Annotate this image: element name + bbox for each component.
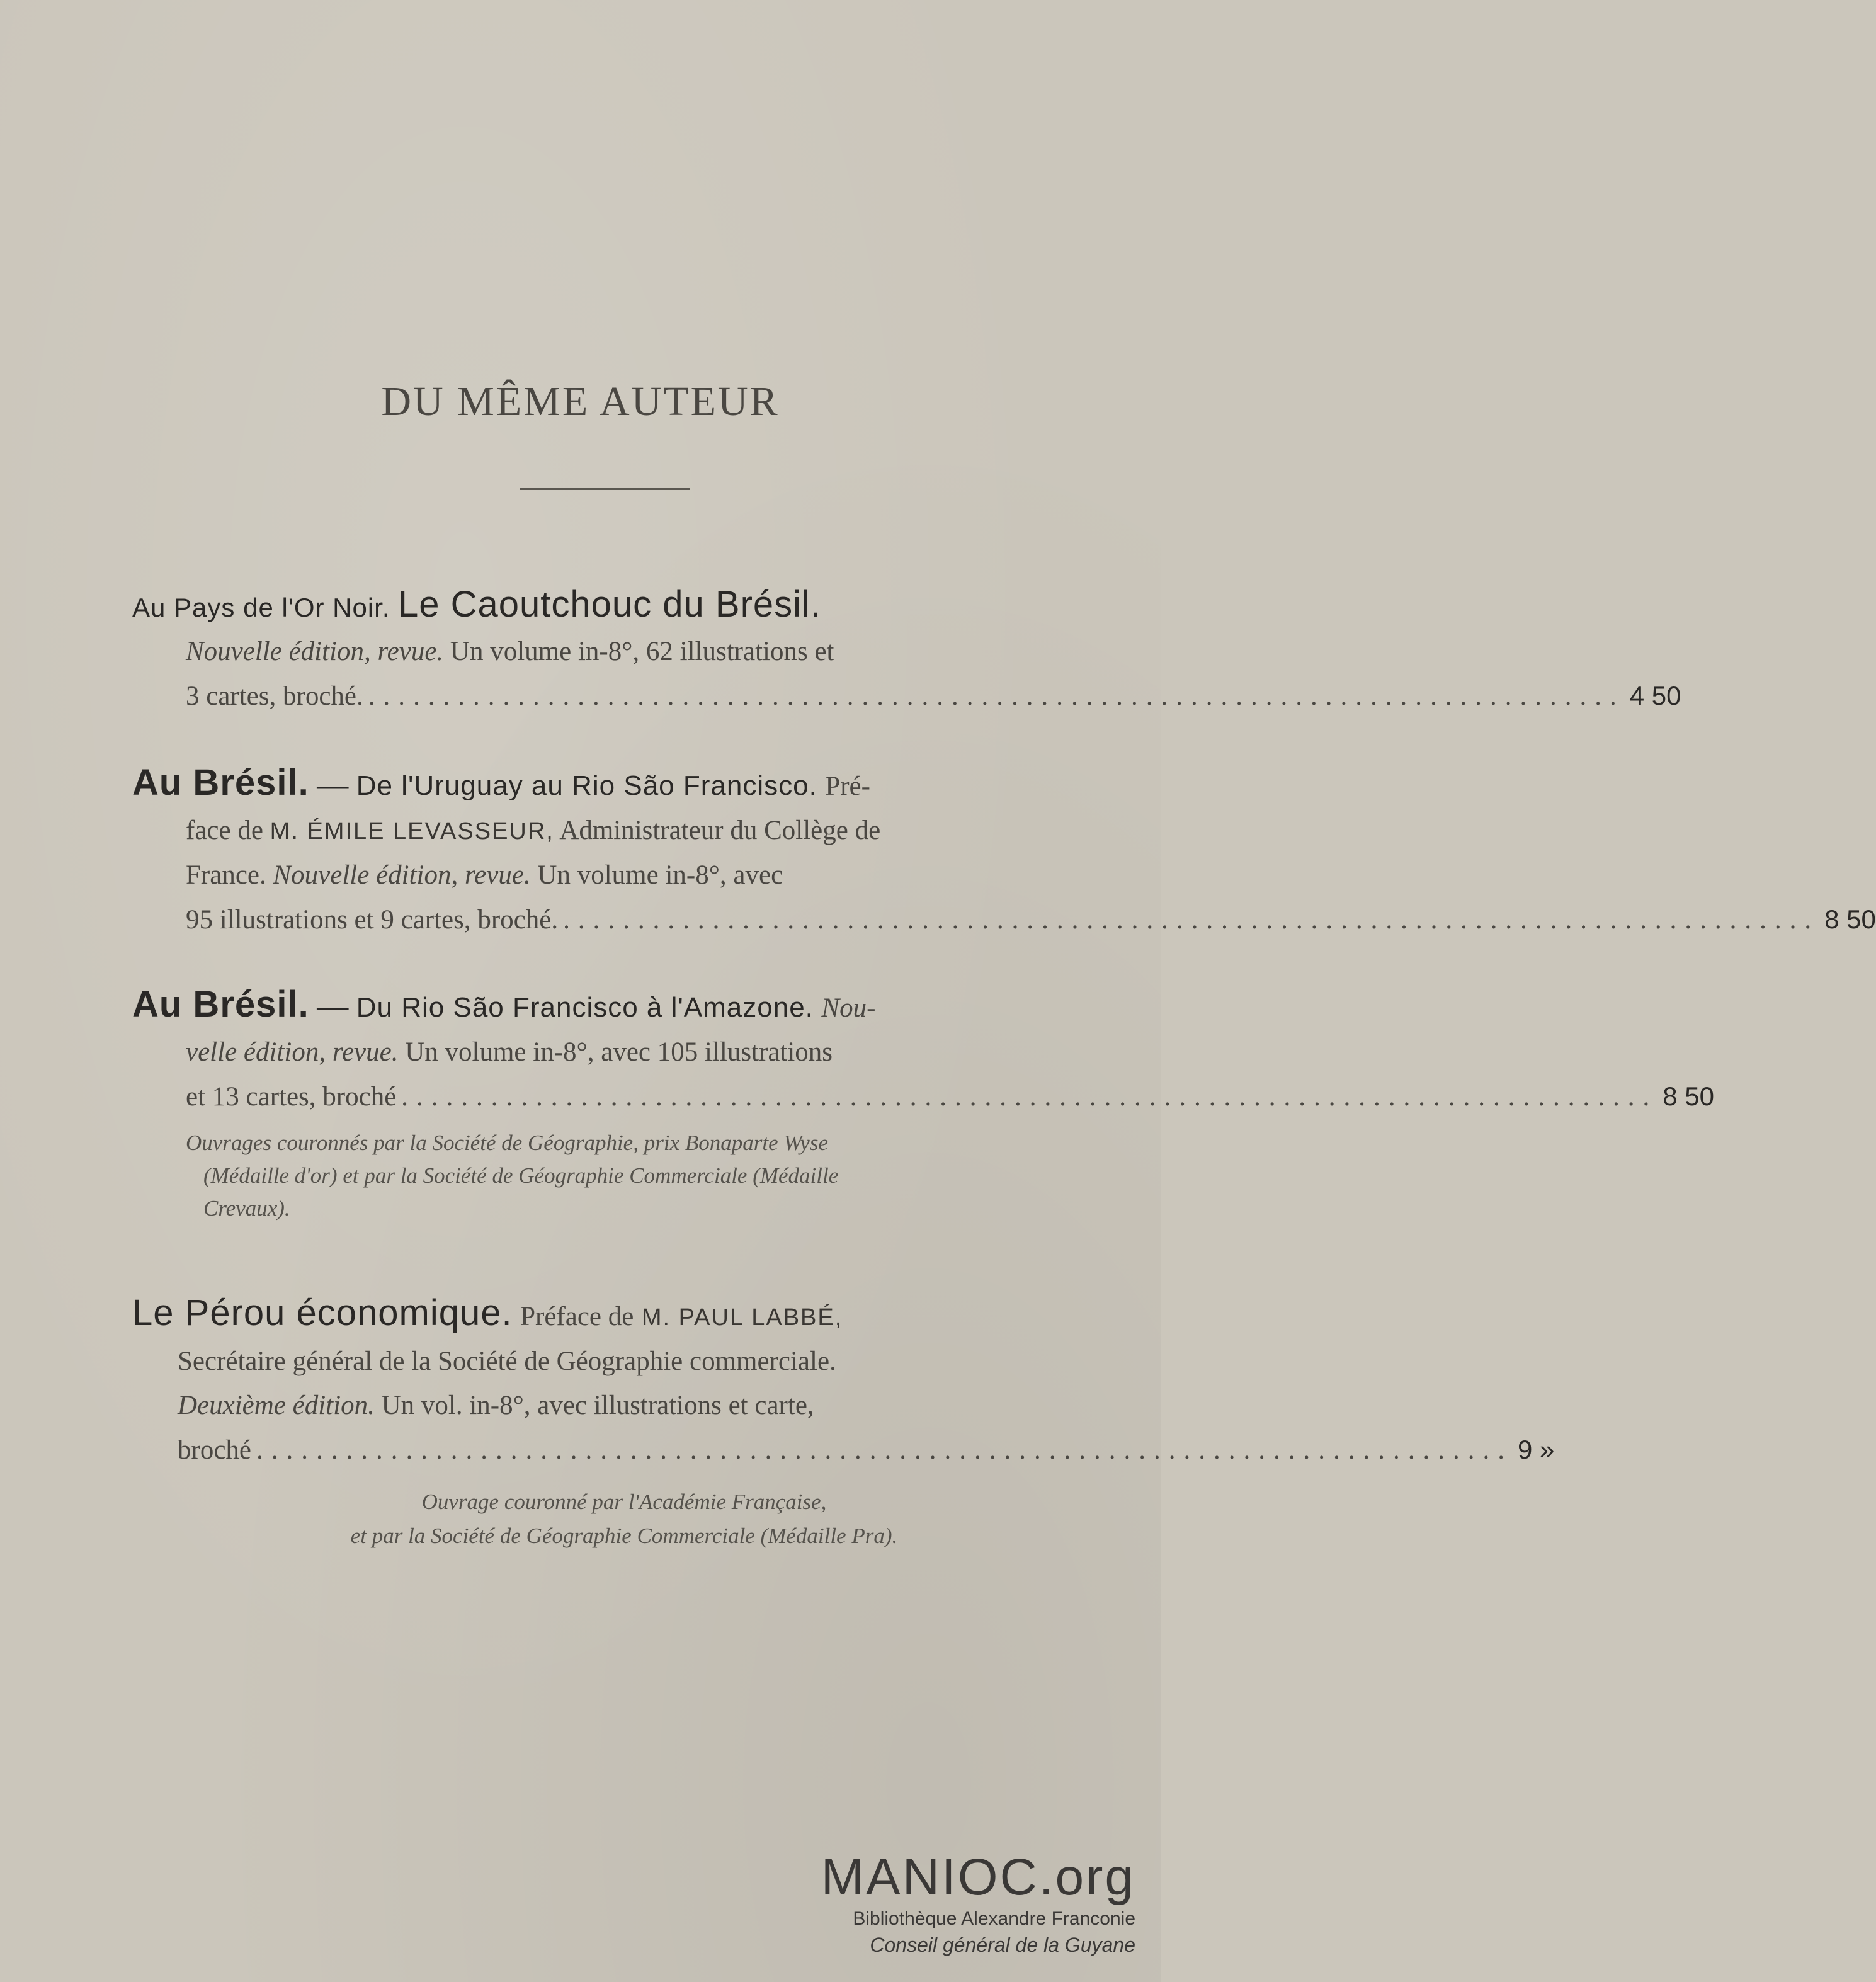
entry-2-preface-label: face de <box>186 816 263 845</box>
entry-4-price: 9 » <box>1518 1435 1555 1464</box>
entry-4-title-big: Le Pérou économique. <box>132 1292 513 1333</box>
entry-1-title-small: Au Pays de l'Or Noir. <box>132 593 390 622</box>
entry-4-award-line-1: Ouvrage couronné par l'Académie Française, <box>421 1489 827 1514</box>
entry-1-title <box>132 583 1071 630</box>
page-heading: DU MÊME AUTEUR <box>381 379 780 424</box>
entry-4-edition: Deuxième édition. <box>178 1391 375 1420</box>
manioc-logo <box>808 1848 1135 1958</box>
entry-3-awards <box>132 1127 1071 1225</box>
entry-2-dash: — <box>317 766 349 802</box>
entry-2-author-role: Administrateur du Collège de <box>559 816 881 845</box>
entry-1-title-big: Le Caoutchouc du Brésil. <box>398 584 822 625</box>
entry-4-binding: broché <box>178 1435 251 1465</box>
entry-2-line-2 <box>132 853 1071 897</box>
book-entry-3 <box>132 982 1715 1225</box>
council-name: Conseil général de la Guyane <box>870 1934 1135 1956</box>
entry-4-award-line-2: et par la Société de Géographie Commerciale (Médaille Pra). <box>350 1524 898 1548</box>
dot-leader: .................................................................................... <box>401 1082 1658 1112</box>
entry-2-line-1 <box>132 809 1071 853</box>
entry-3-description: Un volume in-8°, avec 105 illustrations <box>405 1037 833 1067</box>
dot-leader: .................................................................................... <box>368 681 1625 711</box>
entry-3-line-2 <box>132 1074 1715 1119</box>
entry-2-binding: 95 illustrations et 9 cartes, broché. <box>186 905 559 935</box>
entry-3-award-line-3: Crevaux). <box>203 1196 290 1221</box>
library-name: Bibliothèque Alexandre Franconie <box>853 1908 1135 1929</box>
entry-3-price: 8 50 <box>1663 1081 1715 1111</box>
entry-3-subtitle: Du Rio São Francisco à l'Amazone. <box>356 992 814 1023</box>
entry-4-awards <box>132 1485 1071 1553</box>
entry-2-title-big: Au Brésil. <box>132 762 309 803</box>
entry-3-award-line-2: (Médaille d'or) et par la Société de Géographie Commerciale (Médaille <box>203 1163 839 1188</box>
entry-4-line-1: Secrétaire général de la Société de Géographie commerciale. <box>178 1347 836 1376</box>
entry-2-subtitle: De l'Uruguay au Rio São Francisco. <box>356 770 817 801</box>
entry-1-line-2 <box>132 674 1681 719</box>
entry-4-line-2 <box>132 1384 1071 1428</box>
entry-4-preface-label: Préface de <box>520 1302 634 1331</box>
entry-2-price: 8 50 <box>1824 904 1876 934</box>
entry-2-line-3 <box>132 897 1876 942</box>
entry-2-description: Un volume in-8°, avec <box>537 860 783 890</box>
entry-4-preface-author: M. PAUL LABBÉ, <box>641 1304 843 1331</box>
dot-leader: .................................................................................... <box>256 1435 1513 1465</box>
entry-1-description: Un volume in-8°, 62 illustrations et <box>450 637 834 666</box>
entry-3-edition: velle édition, revue. <box>186 1037 399 1067</box>
entry-2-preface-author: M. ÉMILE LEVASSEUR, <box>270 818 554 845</box>
entry-1-edition: Nouvelle édition, revue. <box>186 637 444 666</box>
entry-3-binding: et 13 cartes, broché <box>186 1082 397 1112</box>
manioc-logo-mark: MANIOC.org <box>821 1848 1135 1906</box>
entry-3-title <box>132 982 1071 1030</box>
entry-3-award-line-1: Ouvrages couronnés par la Société de Géographie, prix Bonaparte Wyse <box>186 1131 828 1155</box>
entry-4-description: Un vol. in-8°, avec illustrations et carte, <box>381 1391 814 1420</box>
entry-4-line-3 <box>132 1428 1555 1472</box>
entry-3-dash: — <box>317 988 349 1023</box>
entry-3-line-1 <box>132 1030 1071 1074</box>
entry-2-edition: Nouvelle édition, revue. <box>273 860 531 890</box>
entry-4-title <box>132 1291 1071 1340</box>
entry-2-title <box>132 761 1071 809</box>
book-entry-1 <box>132 583 1681 719</box>
entry-1-line-1 <box>132 630 1071 674</box>
book-entry-2 <box>132 761 1876 942</box>
heading-rule <box>520 488 690 490</box>
dot-leader: .................................................................................... <box>563 905 1820 935</box>
entry-3-title-big: Au Brésil. <box>132 984 309 1025</box>
entry-1-price: 4 50 <box>1629 681 1681 710</box>
entry-3-edition-start: Nou- <box>821 993 876 1023</box>
entry-2-country: France. <box>186 860 266 890</box>
book-entry-4 <box>132 1291 1555 1553</box>
entry-1-binding: 3 cartes, broché. <box>186 681 363 711</box>
entry-2-preface-start: Pré- <box>825 772 870 801</box>
